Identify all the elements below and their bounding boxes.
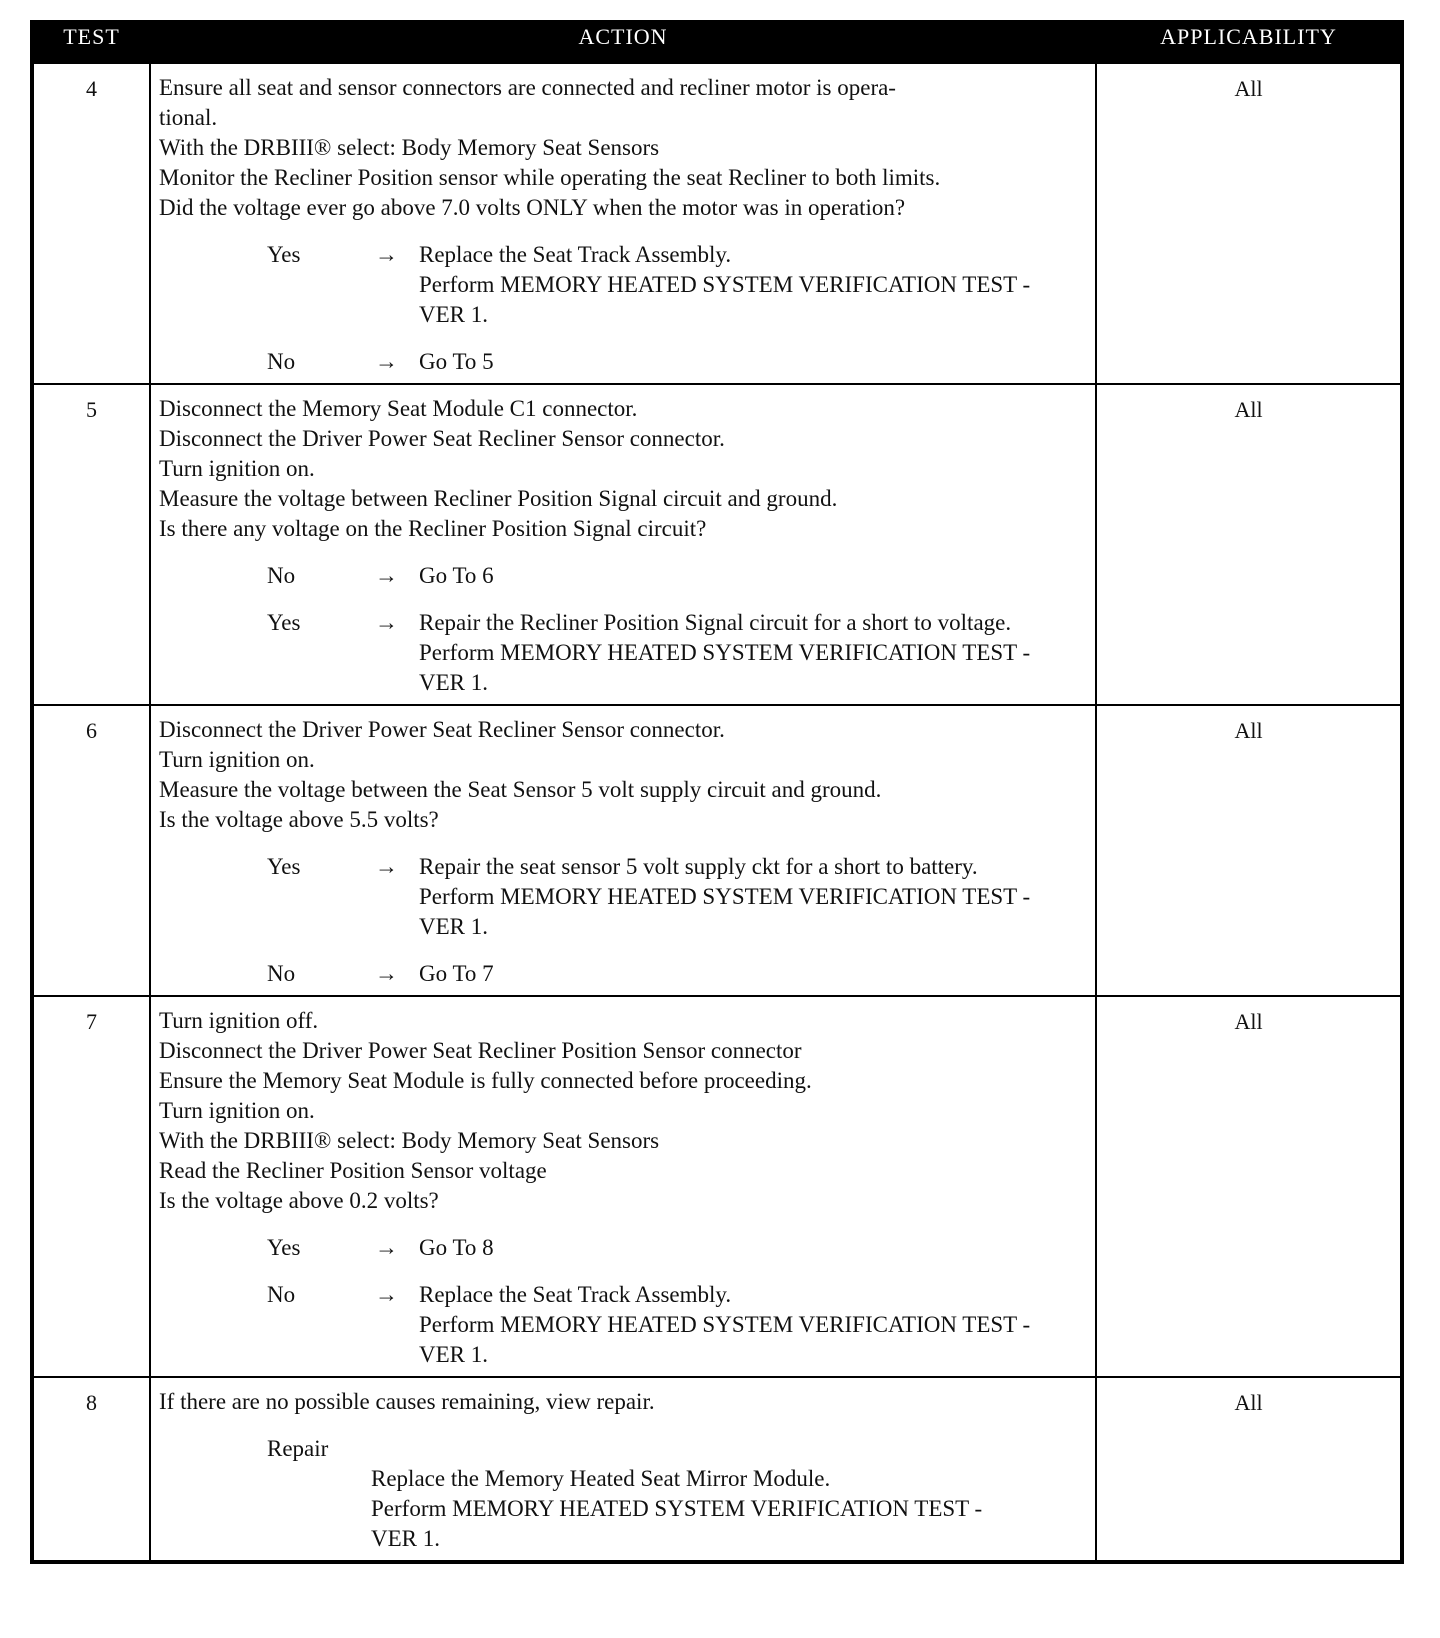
repair-label: Repair [267,1436,329,1461]
action-line: Is there any voltage on the Recliner Position Signal circuit? [159,516,707,541]
outcome-answer: Yes [267,610,301,635]
action-cell [150,705,1096,996]
diagnostic-test-table [30,20,1404,1564]
result-line: Replace the Seat Track Assembly. [419,1282,732,1307]
arrow-icon: → [375,610,398,635]
applicability-value: All [1096,705,1402,996]
action-line: Measure the voltage between Recliner Position Signal circuit and ground. [159,486,838,511]
action-line: Ensure the Memory Seat Module is fully connected before proceeding. [159,1068,812,1093]
outcome-branch [159,347,1087,377]
repair-step: Perform MEMORY HEATED SYSTEM VERIFICATION TEST - [371,1496,983,1521]
header-test: TEST [32,22,150,63]
action-line: Ensure all seat and sensor connectors are connected and recliner motor is opera- [159,75,896,100]
test-row [32,63,1402,384]
arrow-icon: → [375,349,398,374]
action-line: Is the voltage above 0.2 volts? [159,1188,439,1213]
test-row [32,1377,1402,1562]
arrow-icon: → [375,563,398,588]
action-line: Turn ignition on. [159,456,315,481]
test-row [32,705,1402,996]
outcome-result [419,347,1087,377]
outcome-result [419,240,1087,330]
outcome-answer: No [267,563,296,588]
outcome-result [419,1280,1087,1370]
result-line: VER 1. [419,1342,488,1367]
action-line: Measure the voltage between the Seat Sensor 5 volt supply circuit and ground. [159,777,882,802]
arrow-icon: → [375,1235,398,1260]
result-line: VER 1. [419,670,488,695]
action-line: Turn ignition off. [159,1008,319,1033]
table-body [32,63,1402,1562]
action-line: Read the Recliner Position Sensor voltage [159,1158,547,1183]
arrow-icon: → [375,854,398,879]
header-action: ACTION [150,22,1096,63]
outcome-answer: Yes [267,1235,301,1260]
arrow-icon: → [375,961,398,986]
action-cell [150,1377,1096,1562]
action-cell [150,63,1096,384]
test-number: 8 [32,1377,150,1562]
outcome-answer: No [267,961,296,986]
result-line: Go To 5 [419,349,494,374]
test-number: 6 [32,705,150,996]
applicability-value: All [1096,996,1402,1377]
outcome-answer: Yes [267,242,301,267]
action-line: Monitor the Recliner Position sensor while operating the seat Recliner to both limits. [159,165,941,190]
test-number: 7 [32,996,150,1377]
result-line: Perform MEMORY HEATED SYSTEM VERIFICATION TEST - [419,272,1031,297]
repair-steps [159,1464,1087,1554]
action-line: Disconnect the Driver Power Seat Recliner Sensor connector. [159,426,725,451]
applicability-value: All [1096,384,1402,705]
result-line: Repair the Recliner Position Signal circuit for a short to voltage. [419,610,1012,635]
outcome-branch [159,1280,1087,1370]
outcome-answer: No [267,349,296,374]
outcome-branch [159,1233,1087,1263]
result-line: Replace the Seat Track Assembly. [419,242,732,267]
result-line: Go To 6 [419,563,494,588]
outcome-branch [159,240,1087,330]
repair-step: Replace the Memory Heated Seat Mirror Module. [371,1466,831,1491]
result-line: Go To 8 [419,1235,494,1260]
outcome-result [419,561,1087,591]
action-line: Disconnect the Driver Power Seat Recliner Sensor connector. [159,717,725,742]
outcome-result [419,852,1087,942]
result-line: Repair the seat sensor 5 volt supply ckt for a short to battery. [419,854,978,879]
header-applicability: APPLICABILITY [1096,22,1402,63]
action-cell [150,384,1096,705]
result-line: Go To 7 [419,961,494,986]
outcome-branch [159,959,1087,989]
applicability-value: All [1096,1377,1402,1562]
table-header-row [32,22,1402,63]
action-line: If there are no possible causes remaining, view repair. [159,1389,655,1414]
action-line: With the DRBIII® select: Body Memory Seat Sensors [159,1128,660,1153]
result-line: Perform MEMORY HEATED SYSTEM VERIFICATION TEST - [419,1312,1031,1337]
outcome-branch [159,852,1087,942]
result-line: VER 1. [419,914,488,939]
outcome-answer: Yes [267,854,301,879]
test-number: 4 [32,63,150,384]
action-line: Disconnect the Driver Power Seat Recliner Position Sensor connector [159,1038,802,1063]
result-line: VER 1. [419,302,488,327]
diagnostic-test-document [30,20,1400,1564]
outcome-answer: No [267,1282,296,1307]
action-line: With the DRBIII® select: Body Memory Seat Sensors [159,135,660,160]
action-line: Turn ignition on. [159,1098,315,1123]
outcome-branch [159,561,1087,591]
result-line: Perform MEMORY HEATED SYSTEM VERIFICATION TEST - [419,884,1031,909]
result-line: Perform MEMORY HEATED SYSTEM VERIFICATION TEST - [419,640,1031,665]
arrow-icon: → [375,242,398,267]
outcome-branch [159,608,1087,698]
outcome-result [419,959,1087,989]
applicability-value: All [1096,63,1402,384]
action-line: Turn ignition on. [159,747,315,772]
arrow-icon: → [375,1282,398,1307]
outcome-result [419,608,1087,698]
action-line: tional. [159,105,218,130]
repair-step: VER 1. [371,1526,440,1551]
test-row [32,996,1402,1377]
action-cell [150,996,1096,1377]
action-line: Did the voltage ever go above 7.0 volts ONLY when the motor was in operation? [159,195,906,220]
action-line: Is the voltage above 5.5 volts? [159,807,439,832]
outcome-result [419,1233,1087,1263]
test-number: 5 [32,384,150,705]
test-row [32,384,1402,705]
action-line: Disconnect the Memory Seat Module C1 connector. [159,396,638,421]
